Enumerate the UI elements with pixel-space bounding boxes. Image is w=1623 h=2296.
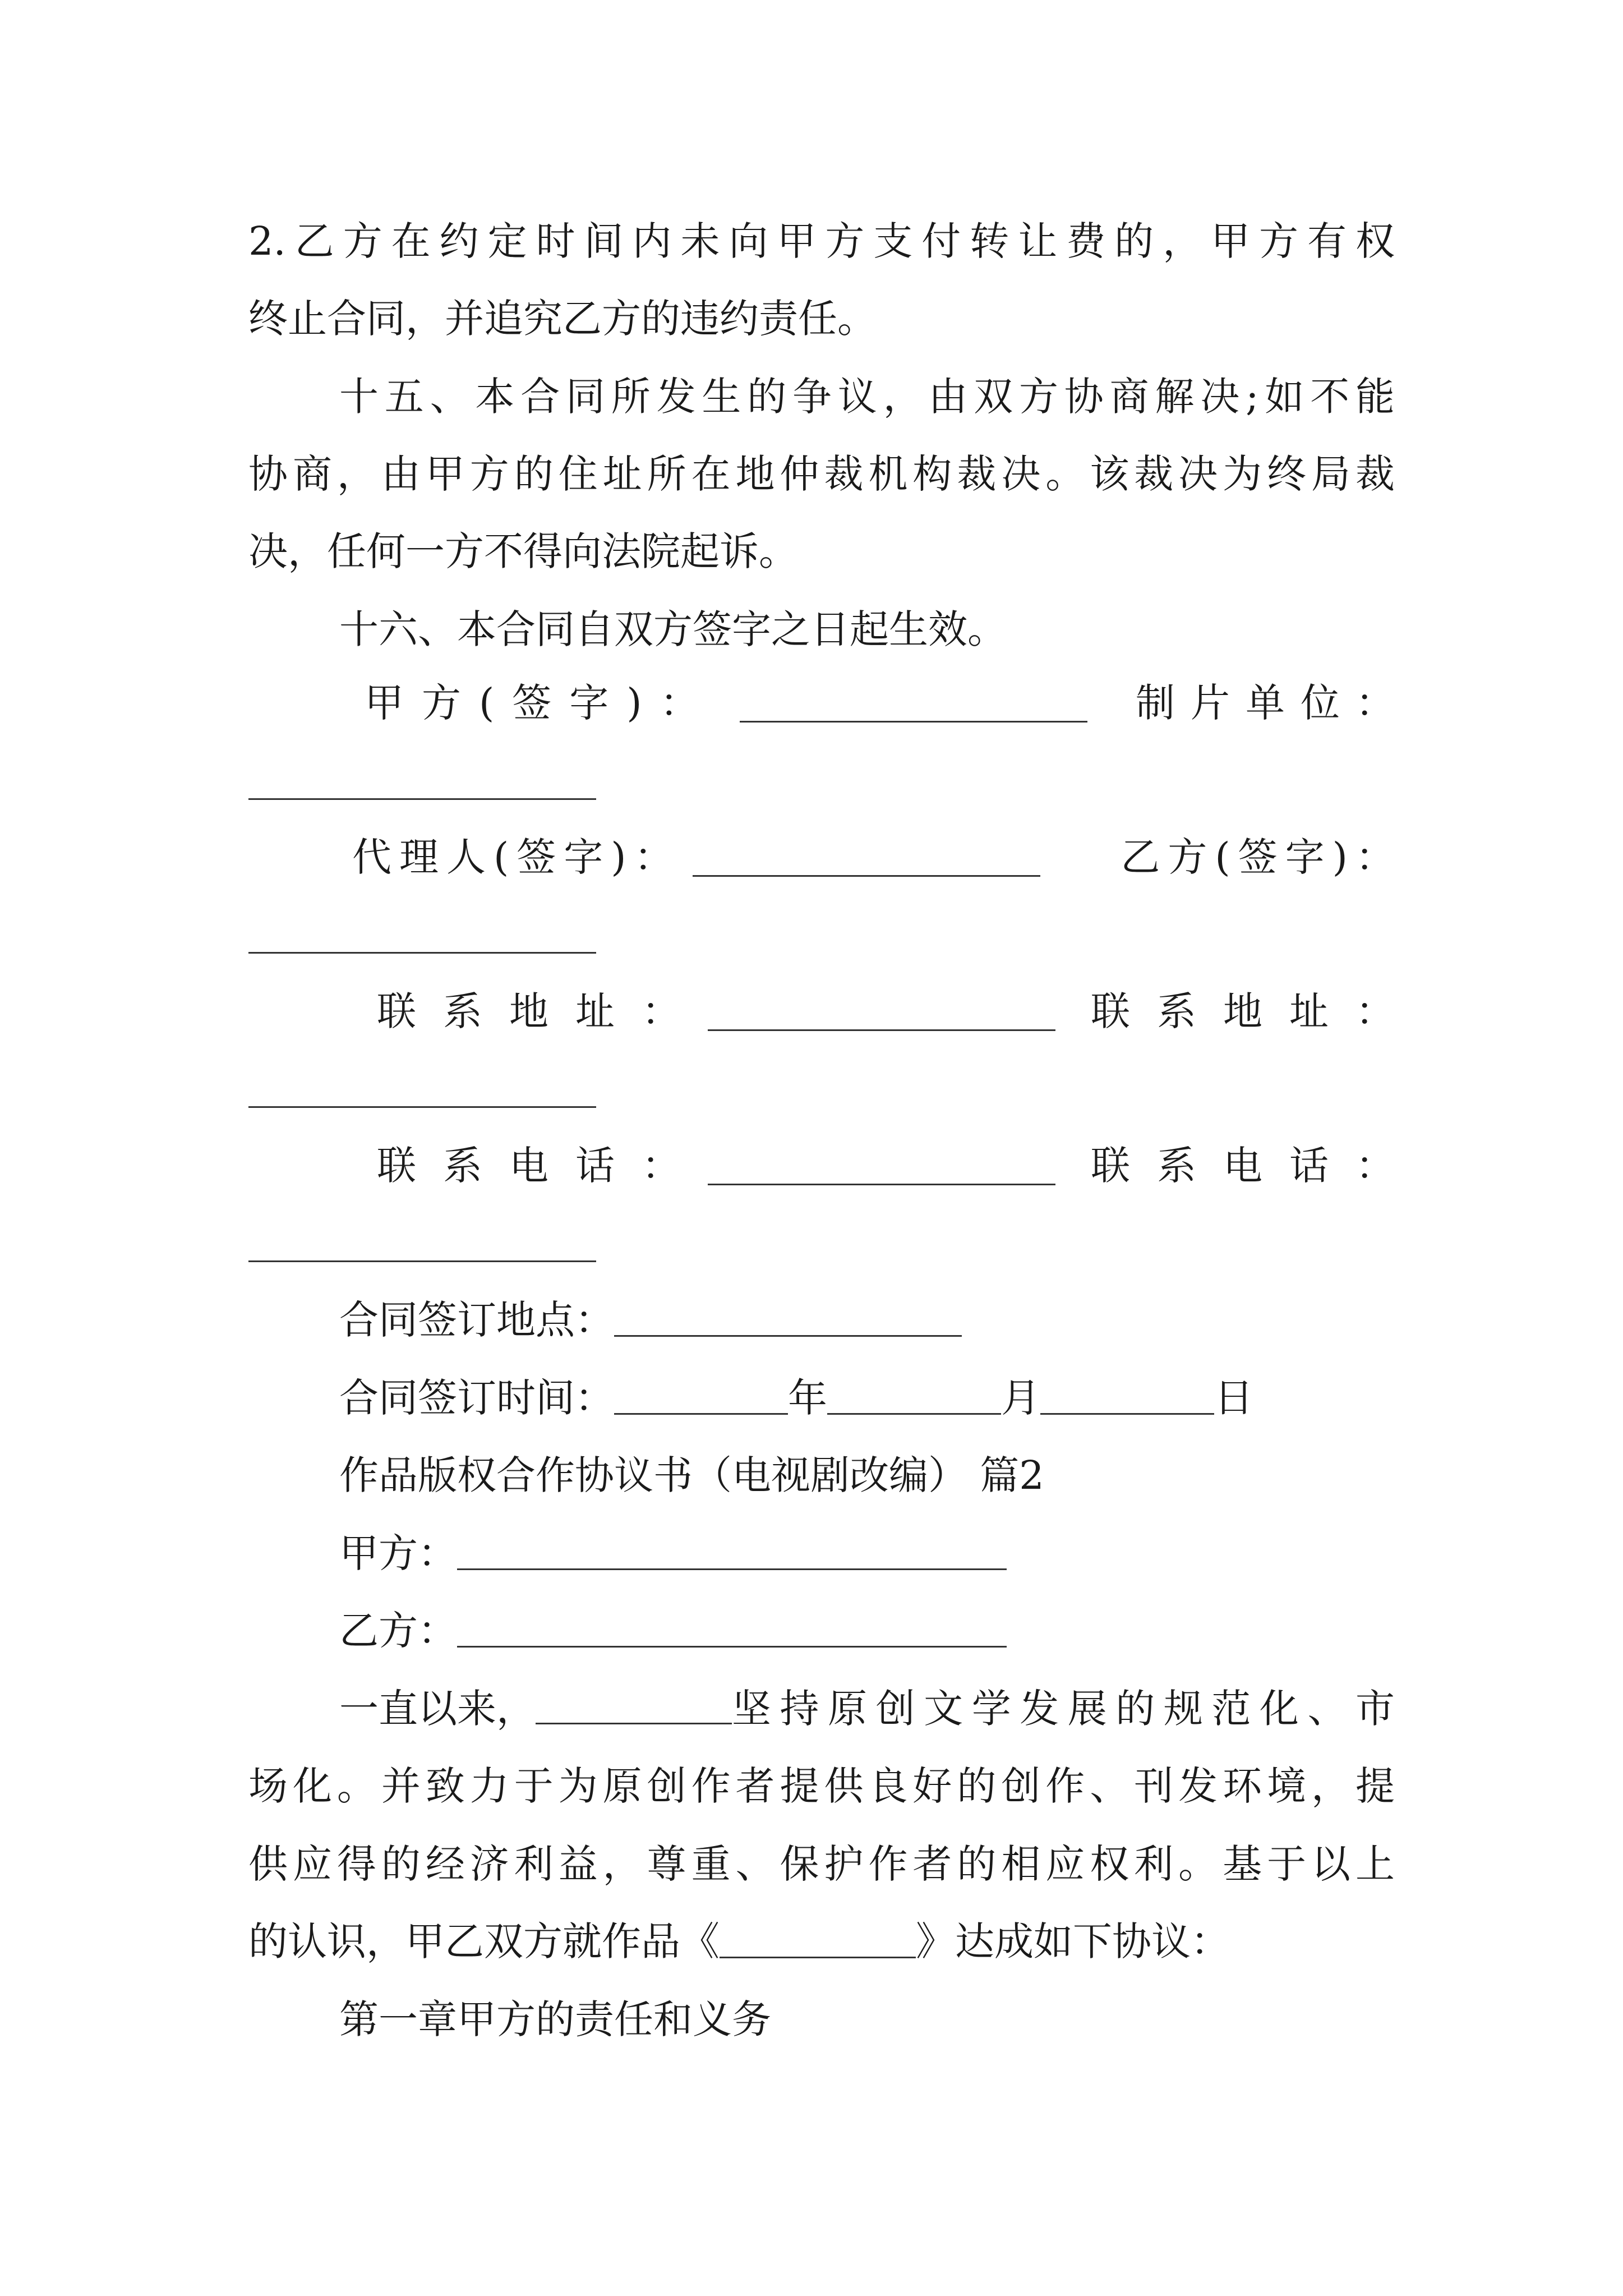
party-b-label: 乙方： xyxy=(339,1608,457,1654)
work-title-blank[interactable] xyxy=(720,1923,916,1958)
section-title: 作品版权合作协议书（电视剧改编） 篇2 xyxy=(339,1452,1044,1498)
paragraph-line: 十六、本合同自双方签字之日起生效。 xyxy=(339,606,1007,652)
signature-row xyxy=(365,680,1410,726)
signing-place-row xyxy=(339,1297,962,1343)
agent-signature-blank[interactable] xyxy=(693,841,1040,877)
party-b-signature-label: 乙方(签字)： xyxy=(1121,834,1403,880)
party-a-label: 甲方： xyxy=(339,1530,457,1576)
production-unit-blank[interactable] xyxy=(248,798,596,800)
signing-year-blank[interactable] xyxy=(614,1379,788,1415)
intro-text-start: 的认识，甲乙双方就作品《 xyxy=(248,1918,720,1964)
party-a-blank[interactable] xyxy=(457,1535,1007,1570)
party-b-blank[interactable] xyxy=(457,1612,1007,1648)
intro-text-start: 一直以来， xyxy=(339,1686,536,1732)
signing-day-blank[interactable] xyxy=(1040,1379,1214,1415)
paragraph-line: 供应得的经济利益，尊重、保护作者的相应权利。基于以上 xyxy=(248,1841,1395,1887)
signing-month-blank[interactable] xyxy=(827,1379,1001,1415)
party-a-phone-blank[interactable] xyxy=(708,1150,1055,1185)
year-label: 年 xyxy=(788,1375,827,1421)
paragraph-line: 终止合同，并追究乙方的违约责任。 xyxy=(248,296,877,342)
agent-signature-label: 代理人(签字)： xyxy=(352,834,681,880)
paragraph-line: 协商，由甲方的住址所在地仲裁机构裁决。该裁决为终局裁 xyxy=(248,451,1395,497)
party-b-signature-blank[interactable] xyxy=(248,952,596,954)
party-b-row xyxy=(339,1608,1007,1654)
month-label: 月 xyxy=(1001,1375,1040,1421)
party-b-phone-label: 联系电话： xyxy=(1091,1143,1422,1189)
signature-row xyxy=(377,1143,1422,1189)
intro-text-end: 坚持原创文学发展的规范化、市 xyxy=(732,1686,1395,1732)
party-a-row xyxy=(339,1530,1007,1576)
party-a-address-blank[interactable] xyxy=(708,996,1055,1031)
paragraph-line: 决，任何一方不得向法院起诉。 xyxy=(248,528,798,574)
signature-row xyxy=(352,834,1403,880)
day-label: 日 xyxy=(1214,1375,1253,1421)
organization-blank[interactable] xyxy=(536,1689,732,1724)
production-unit-label: 制片单位： xyxy=(1136,680,1410,726)
signature-row xyxy=(377,988,1422,1034)
signing-place-blank[interactable] xyxy=(614,1301,962,1337)
intro-text-end: 》达成如下协议： xyxy=(916,1918,1230,1964)
paragraph-line xyxy=(339,1686,1395,1732)
paragraph-line xyxy=(248,1918,1230,1964)
paragraph-line: 十五、本合同所发生的争议，由双方协商解决;如不能 xyxy=(339,374,1395,420)
party-a-phone-label: 联系电话： xyxy=(377,1143,708,1189)
signing-time-row xyxy=(339,1375,1253,1421)
party-b-address-label: 联系地址： xyxy=(1091,988,1422,1034)
signing-place-label: 合同签订地点： xyxy=(339,1297,614,1343)
party-b-phone-blank[interactable] xyxy=(248,1260,596,1262)
chapter-heading: 第一章甲方的责任和义务 xyxy=(339,1996,771,2042)
party-a-signature-blank[interactable] xyxy=(740,687,1087,723)
paragraph-line: 场化。并致力于为原创作者提供良好的创作、刊发环境，提 xyxy=(248,1763,1395,1809)
party-a-address-label: 联系地址： xyxy=(377,988,708,1034)
party-a-signature-label: 甲方(签字)： xyxy=(365,680,717,726)
paragraph-line: 2.乙方在约定时间内未向甲方支付转让费的，甲方有权 xyxy=(248,218,1395,264)
signing-time-label: 合同签订时间： xyxy=(339,1375,614,1421)
party-b-address-blank[interactable] xyxy=(248,1106,596,1108)
